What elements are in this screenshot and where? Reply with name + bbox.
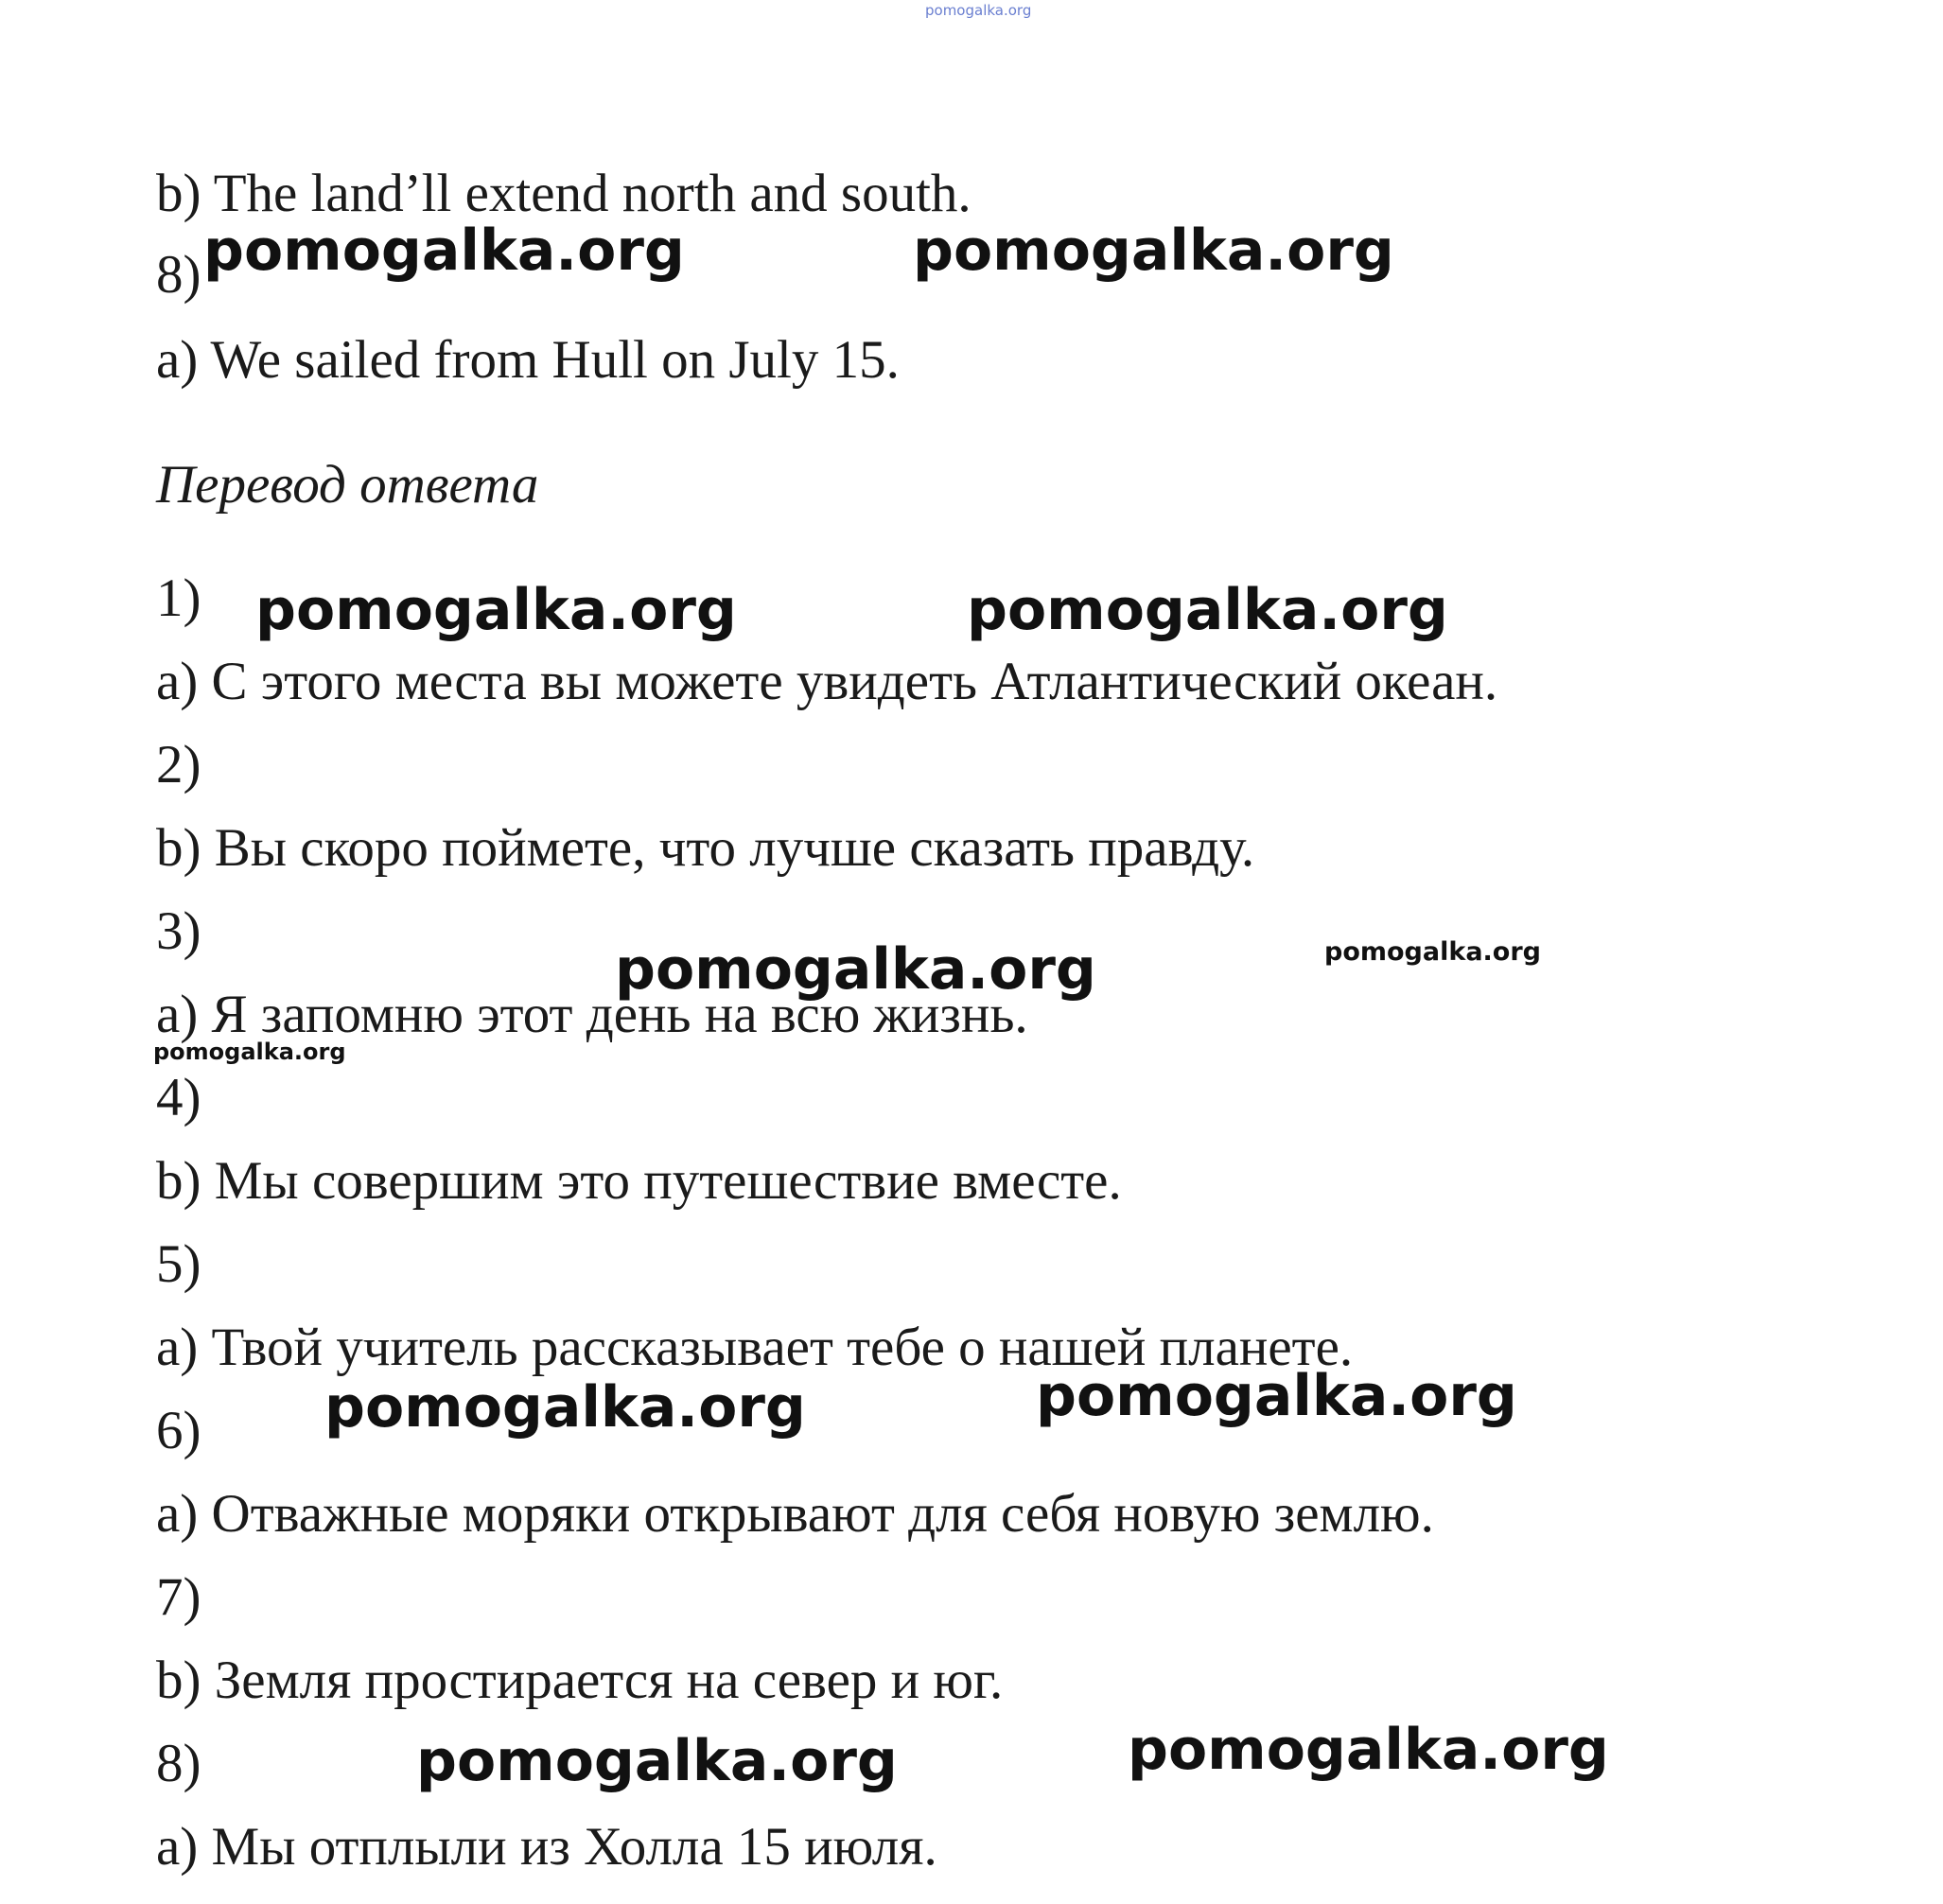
translation-text-3: a) Я запомню этот день на всю жизнь. [156,985,1028,1044]
translation-number-6: 6) [156,1401,201,1460]
translation-text-6: a) Отважные моряки открывают для себя новую землю. [156,1484,1434,1544]
translation-text-2: b) Вы скоро поймете, что лучше сказать правду. [156,818,1255,878]
translation-number-4: 4) [156,1068,201,1127]
watermark-text: pomogalka.org [416,1728,898,1794]
watermark-text: pomogalka.org [1036,1363,1517,1429]
answer-8a: a) We sailed from Hull on July 15. [156,330,900,390]
translation-text-5: a) Твой учитель рассказывает тебе о нашей планете. [156,1318,1354,1377]
translation-number-5: 5) [156,1234,201,1294]
translation-text-7: b) Земля простирается на север и юг. [156,1651,1004,1710]
header-watermark: pomogalka.org [925,2,1032,19]
translation-heading: Перевод ответа [156,455,539,515]
watermark-text: pomogalka.org [203,218,685,284]
translation-number-1: 1) [156,568,201,628]
watermark-text: pomogalka.org [255,577,737,643]
answer-number-8: 8) [156,245,201,305]
translation-text-8: a) Мы отплыли из Холла 15 июля. [156,1817,937,1877]
watermark-text: pomogalka.org [1128,1717,1609,1783]
watermark-text: pomogalka.org [913,218,1394,284]
watermark-text: pomogalka.org [1324,937,1541,967]
watermark-text: pomogalka.org [967,577,1448,643]
watermark-text: pomogalka.org [153,1039,346,1065]
translation-number-3: 3) [156,901,201,961]
translation-text-4: b) Мы совершим это путешествие вместе. [156,1151,1122,1211]
answer-7b: b) The land’ll extend north and south. [156,164,972,223]
translation-text-1: a) С этого места вы можете увидеть Атлантический океан. [156,652,1498,711]
translation-number-2: 2) [156,735,201,795]
watermark-text: pomogalka.org [324,1374,806,1441]
translation-number-8: 8) [156,1734,201,1793]
watermark-text: pomogalka.org [615,936,1096,1003]
translation-number-7: 7) [156,1567,201,1627]
